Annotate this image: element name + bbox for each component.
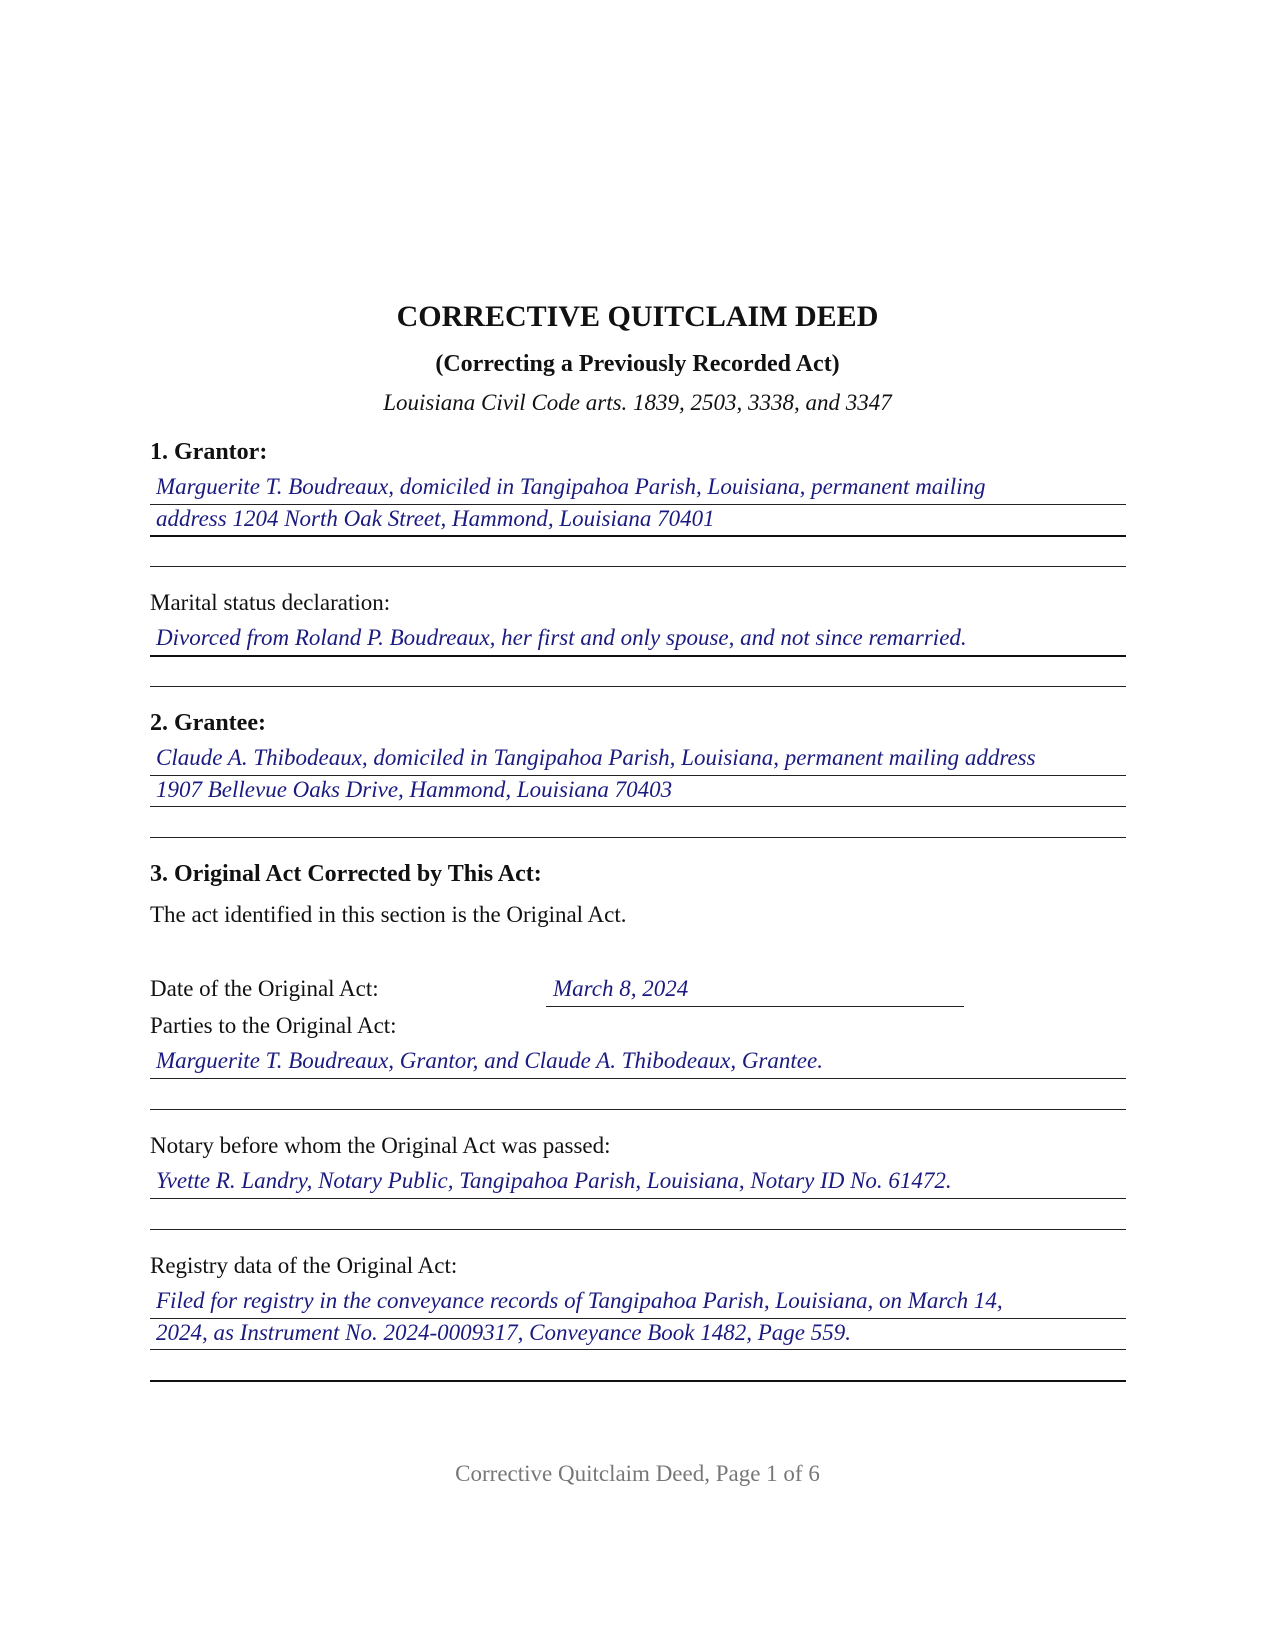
marital-rule-2 — [150, 686, 1126, 687]
page-footer: Corrective Quitclaim Deed, Page 1 of 6 — [455, 1461, 820, 1486]
parties-rule-2 — [150, 1109, 1126, 1110]
grantor-heading: 1. Grantor: — [150, 439, 268, 465]
marital-status-value[interactable]: Divorced from Roland P. Boudreaux, her first and only spouse, and not since remarried. — [156, 625, 967, 650]
grantee-rule-3 — [150, 837, 1126, 838]
marital-rule-1 — [150, 655, 1126, 657]
notary-rule-1 — [150, 1198, 1126, 1199]
original-act-parties-label: Parties to the Original Act: — [150, 1013, 397, 1038]
grantee-line-2[interactable]: 1907 Bellevue Oaks Drive, Hammond, Louisiana 70403 — [156, 777, 673, 802]
notary-rule-2 — [150, 1229, 1126, 1230]
original-act-heading: 3. Original Act Corrected by This Act: — [150, 861, 542, 887]
grantee-line-1[interactable]: Claude A. Thibodeaux, domiciled in Tangipahoa Parish, Louisiana, permanent mailing address — [156, 745, 1036, 770]
date-rule — [546, 1006, 964, 1007]
grantor-rule-3 — [150, 566, 1126, 567]
original-act-date-value[interactable]: March 8, 2024 — [553, 976, 689, 1001]
original-act-date-label: Date of the Original Act: — [150, 976, 379, 1001]
original-act-notary-label: Notary before whom the Original Act was passed: — [150, 1133, 611, 1158]
original-act-parties-value[interactable]: Marguerite T. Boudreaux, Grantor, and Claude A. Thibodeaux, Grantee. — [156, 1048, 823, 1073]
original-act-registry-label: Registry data of the Original Act: — [150, 1253, 458, 1278]
code-citation: Louisiana Civil Code arts. 1839, 2503, 3338, and 3347 — [383, 390, 892, 415]
parties-rule-1 — [150, 1078, 1126, 1079]
marital-status-label: Marital status declaration: — [150, 590, 391, 615]
original-act-intro: The act identified in this section is the Original Act. — [150, 902, 627, 927]
grantor-line-1[interactable]: Marguerite T. Boudreaux, domiciled in Tangipahoa Parish, Louisiana, permanent mailing — [156, 474, 986, 499]
original-act-notary-value[interactable]: Yvette R. Landry, Notary Public, Tangipahoa Parish, Louisiana, Notary ID No. 61472. — [156, 1168, 952, 1193]
grantor-line-2[interactable]: address 1204 North Oak Street, Hammond, Louisiana 70401 — [156, 506, 715, 531]
grantor-rule-2 — [150, 535, 1126, 537]
grantee-rule-2 — [150, 806, 1126, 807]
registry-line-1[interactable]: Filed for registry in the conveyance records of Tangipahoa Parish, Louisiana, on March 14, — [156, 1288, 1003, 1313]
document-title: CORRECTIVE QUITCLAIM DEED — [396, 300, 879, 333]
grantee-heading: 2. Grantee: — [150, 710, 266, 736]
document-subtitle: (Correcting a Previously Recorded Act) — [435, 351, 840, 377]
registry-line-2[interactable]: 2024, as Instrument No. 2024-0009317, Conveyance Book 1482, Page 559. — [156, 1320, 852, 1345]
registry-rule-2 — [150, 1349, 1126, 1350]
registry-rule-3 — [150, 1380, 1126, 1382]
